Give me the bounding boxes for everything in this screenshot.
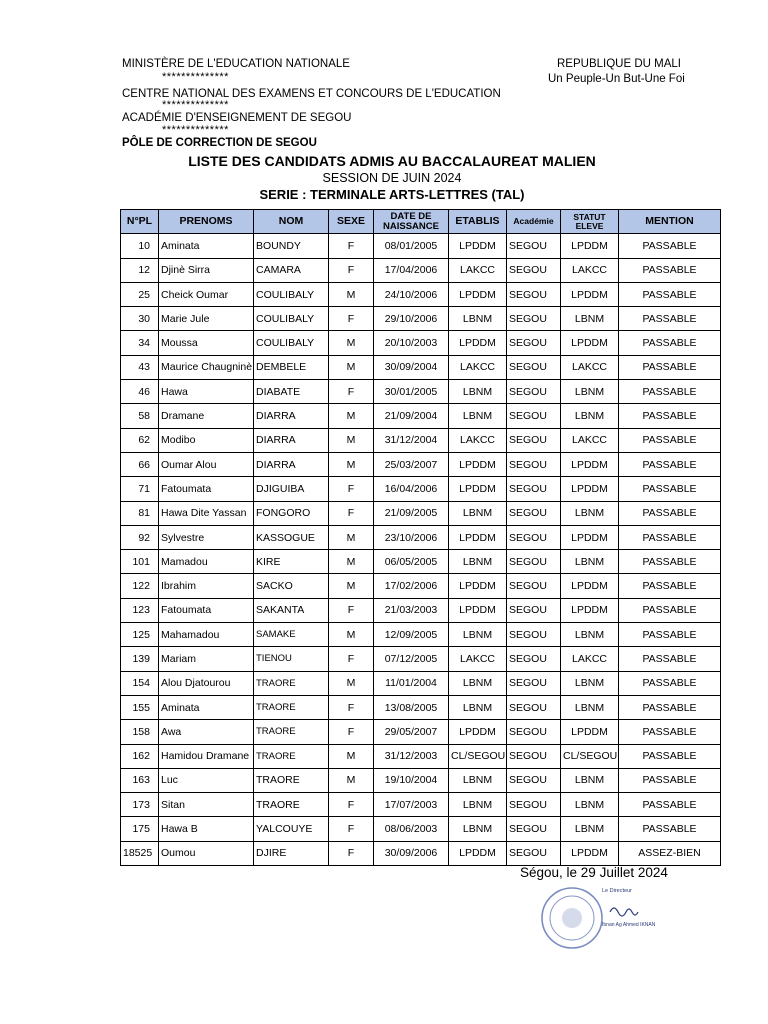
cell-academie: SEGOU	[507, 695, 561, 719]
cell-statut-eleve: LBNM	[561, 695, 619, 719]
table-row	[121, 817, 721, 841]
column-header-sexe: SEXE	[329, 210, 374, 234]
cell-etablis: LBNM	[449, 501, 507, 525]
cell-date-naissance: 21/03/2003	[374, 598, 449, 622]
cell-etablis: LAKCC	[449, 647, 507, 671]
cell-etablis: LBNM	[449, 623, 507, 647]
cell-date-naissance: 08/06/2003	[374, 817, 449, 841]
cell-statut-eleve: LBNM	[561, 501, 619, 525]
cell-statut-eleve: LAKCC	[561, 258, 619, 282]
cell-date-naissance: 25/03/2007	[374, 452, 449, 476]
cell-npl: 25	[121, 282, 159, 306]
cell-statut-eleve: LBNM	[561, 671, 619, 695]
table-header-row	[121, 210, 721, 234]
cell-nom: TRAORE	[254, 793, 329, 817]
cell-academie: SEGOU	[507, 623, 561, 647]
cell-academie: SEGOU	[507, 768, 561, 792]
cell-mention: PASSABLE	[619, 452, 721, 476]
cell-sexe: M	[329, 768, 374, 792]
cell-nom: COULIBALY	[254, 307, 329, 331]
cell-date-naissance: 31/12/2003	[374, 744, 449, 768]
cell-etablis: LPDDM	[449, 234, 507, 258]
cell-academie: SEGOU	[507, 428, 561, 452]
cell-prenoms: Aminata	[159, 234, 254, 258]
cell-etablis: LBNM	[449, 380, 507, 404]
cell-statut-eleve: LBNM	[561, 793, 619, 817]
cell-etablis: LBNM	[449, 768, 507, 792]
table-row	[121, 501, 721, 525]
cell-npl: 43	[121, 355, 159, 379]
cell-sexe: M	[329, 623, 374, 647]
cell-npl: 158	[121, 720, 159, 744]
column-header-npl: N°PL	[121, 210, 159, 234]
cell-mention: PASSABLE	[619, 598, 721, 622]
cell-sexe: F	[329, 647, 374, 671]
cell-prenoms: Fatoumata	[159, 598, 254, 622]
cell-statut-eleve: LBNM	[561, 623, 619, 647]
table-row	[121, 331, 721, 355]
table-row	[121, 258, 721, 282]
handwritten-signature	[610, 908, 638, 916]
cell-academie: SEGOU	[507, 258, 561, 282]
cell-nom: DIARRA	[254, 404, 329, 428]
cell-academie: SEGOU	[507, 501, 561, 525]
table-row	[121, 380, 721, 404]
cell-mention: PASSABLE	[619, 744, 721, 768]
cell-etablis: LPDDM	[449, 331, 507, 355]
cell-npl: 66	[121, 452, 159, 476]
cell-statut-eleve: LPDDM	[561, 598, 619, 622]
session-label: SESSION DE JUIN 2024	[322, 171, 462, 185]
cell-academie: SEGOU	[507, 380, 561, 404]
cell-sexe: F	[329, 307, 374, 331]
cell-date-naissance: 07/12/2005	[374, 647, 449, 671]
table-row	[121, 525, 721, 549]
table-row	[121, 307, 721, 331]
country-motto: Un Peuple-Un But-Une Foi	[548, 73, 685, 85]
cell-nom: KIRE	[254, 550, 329, 574]
cell-statut-eleve: LBNM	[561, 817, 619, 841]
table-body	[121, 234, 721, 866]
cell-statut-eleve: LBNM	[561, 550, 619, 574]
cell-academie: SEGOU	[507, 477, 561, 501]
cell-date-naissance: 31/12/2004	[374, 428, 449, 452]
cell-sexe: M	[329, 428, 374, 452]
cell-academie: SEGOU	[507, 793, 561, 817]
table-row	[121, 574, 721, 598]
table-row	[121, 452, 721, 476]
cell-prenoms: Ibrahim	[159, 574, 254, 598]
centre-name: CENTRE NATIONAL DES EXAMENS ET CONCOURS DE L'EDUCATION	[122, 88, 501, 100]
cell-date-naissance: 29/10/2006	[374, 307, 449, 331]
cell-mention: PASSABLE	[619, 282, 721, 306]
cell-etablis: LBNM	[449, 695, 507, 719]
cell-npl: 154	[121, 671, 159, 695]
column-header-prenoms: PRENOMS	[159, 210, 254, 234]
cell-date-naissance: 20/10/2003	[374, 331, 449, 355]
cell-sexe: F	[329, 598, 374, 622]
cell-npl: 34	[121, 331, 159, 355]
cell-npl: 173	[121, 793, 159, 817]
cell-academie: SEGOU	[507, 525, 561, 549]
cell-npl: 10	[121, 234, 159, 258]
cell-sexe: F	[329, 793, 374, 817]
column-header-etablis: ETABLIS	[449, 210, 507, 234]
cell-npl: 139	[121, 647, 159, 671]
cell-statut-eleve: LBNM	[561, 768, 619, 792]
cell-nom: SAKANTA	[254, 598, 329, 622]
cell-nom: SACKO	[254, 574, 329, 598]
cell-sexe: M	[329, 574, 374, 598]
academie-name: ACADÉMIE D'ENSEIGNEMENT DE SEGOU	[122, 112, 352, 124]
cell-prenoms: Maurice Chaugninè	[159, 355, 254, 379]
table-row	[121, 793, 721, 817]
table-row	[121, 282, 721, 306]
cell-prenoms: Hawa	[159, 380, 254, 404]
cell-academie: SEGOU	[507, 331, 561, 355]
cell-statut-eleve: LBNM	[561, 307, 619, 331]
cell-nom: CAMARA	[254, 258, 329, 282]
cell-nom: DJIRE	[254, 841, 329, 865]
cell-statut-eleve: CL/SEGOU	[561, 744, 619, 768]
cell-date-naissance: 17/07/2003	[374, 793, 449, 817]
cell-mention: PASSABLE	[619, 501, 721, 525]
cell-statut-eleve: LBNM	[561, 380, 619, 404]
cell-date-naissance: 13/08/2005	[374, 695, 449, 719]
cell-date-naissance: 30/01/2005	[374, 380, 449, 404]
cell-mention: PASSABLE	[619, 404, 721, 428]
cell-date-naissance: 24/10/2006	[374, 282, 449, 306]
cell-npl: 46	[121, 380, 159, 404]
cell-date-naissance: 30/09/2006	[374, 841, 449, 865]
cell-npl: 123	[121, 598, 159, 622]
cell-prenoms: Hawa Dite Yassan	[159, 501, 254, 525]
cell-sexe: F	[329, 695, 374, 719]
cell-npl: 92	[121, 525, 159, 549]
cell-mention: ASSEZ-BIEN	[619, 841, 721, 865]
cell-npl: 71	[121, 477, 159, 501]
cell-prenoms: Aminata	[159, 695, 254, 719]
cell-mention: PASSABLE	[619, 234, 721, 258]
cell-sexe: F	[329, 720, 374, 744]
cell-statut-eleve: LAKCC	[561, 428, 619, 452]
table-row	[121, 744, 721, 768]
cell-mention: PASSABLE	[619, 671, 721, 695]
table-row	[121, 647, 721, 671]
cell-sexe: M	[329, 282, 374, 306]
table-row	[121, 695, 721, 719]
cell-etablis: LPDDM	[449, 452, 507, 476]
cell-prenoms: Luc	[159, 768, 254, 792]
cell-statut-eleve: LPDDM	[561, 282, 619, 306]
cell-date-naissance: 19/10/2004	[374, 768, 449, 792]
cell-prenoms: Marie Jule	[159, 307, 254, 331]
cell-etablis: LAKCC	[449, 428, 507, 452]
table-row	[121, 671, 721, 695]
column-header-mention: MENTION	[619, 210, 721, 234]
cell-etablis: LBNM	[449, 671, 507, 695]
cell-etablis: LPDDM	[449, 598, 507, 622]
cell-prenoms: Djinè Sirra	[159, 258, 254, 282]
cell-academie: SEGOU	[507, 550, 561, 574]
cell-date-naissance: 17/04/2006	[374, 258, 449, 282]
cell-prenoms: Alou Djatourou	[159, 671, 254, 695]
cell-prenoms: Sylvestre	[159, 525, 254, 549]
cell-sexe: F	[329, 380, 374, 404]
cell-etablis: LBNM	[449, 307, 507, 331]
table-row	[121, 598, 721, 622]
ministry-name: MINISTÈRE DE L'EDUCATION NATIONALE	[122, 58, 350, 70]
cell-nom: COULIBALY	[254, 282, 329, 306]
cell-statut-eleve: LAKCC	[561, 647, 619, 671]
cell-etablis: LBNM	[449, 817, 507, 841]
cell-mention: PASSABLE	[619, 331, 721, 355]
cell-npl: 155	[121, 695, 159, 719]
cell-etablis: LBNM	[449, 550, 507, 574]
cell-statut-eleve: LPDDM	[561, 841, 619, 865]
cell-sexe: F	[329, 501, 374, 525]
cell-academie: SEGOU	[507, 744, 561, 768]
cell-nom: TRAORE	[254, 744, 329, 768]
cell-mention: PASSABLE	[619, 380, 721, 404]
cell-sexe: M	[329, 525, 374, 549]
pole-name: PÔLE DE CORRECTION DE SEGOU	[122, 137, 317, 149]
cell-mention: PASSABLE	[619, 307, 721, 331]
cell-npl: 175	[121, 817, 159, 841]
cell-academie: SEGOU	[507, 598, 561, 622]
cell-mention: PASSABLE	[619, 623, 721, 647]
cell-npl: 101	[121, 550, 159, 574]
cell-etablis: LBNM	[449, 793, 507, 817]
cell-sexe: F	[329, 258, 374, 282]
cell-statut-eleve: LPDDM	[561, 452, 619, 476]
cell-nom: BOUNDY	[254, 234, 329, 258]
cell-academie: SEGOU	[507, 817, 561, 841]
cell-date-naissance: 21/09/2004	[374, 404, 449, 428]
cell-prenoms: Cheick Oumar	[159, 282, 254, 306]
cell-nom: SAMAKE	[254, 623, 329, 647]
cell-nom: TRAORE	[254, 720, 329, 744]
separator-stars: **************	[162, 124, 229, 136]
cell-etablis: LAKCC	[449, 355, 507, 379]
cell-sexe: F	[329, 817, 374, 841]
cell-prenoms: Awa	[159, 720, 254, 744]
stamp-director-name: Ibnan Ag Ahmed IKNAN	[602, 922, 656, 928]
table-row	[121, 428, 721, 452]
cell-prenoms: Mahamadou	[159, 623, 254, 647]
cell-sexe: F	[329, 234, 374, 258]
signature-date: Ségou, le 29 Juillet 2024	[520, 865, 668, 880]
column-header-nom: NOM	[254, 210, 329, 234]
stamp-title: Le Directeur	[602, 888, 632, 894]
cell-mention: PASSABLE	[619, 477, 721, 501]
table-row	[121, 355, 721, 379]
cell-npl: 162	[121, 744, 159, 768]
cell-academie: SEGOU	[507, 404, 561, 428]
cell-statut-eleve: LBNM	[561, 404, 619, 428]
cell-academie: SEGOU	[507, 282, 561, 306]
cell-nom: DIABATE	[254, 380, 329, 404]
cell-prenoms: Hawa B	[159, 817, 254, 841]
table-row	[121, 623, 721, 647]
cell-mention: PASSABLE	[619, 550, 721, 574]
cell-sexe: M	[329, 550, 374, 574]
cell-sexe: M	[329, 331, 374, 355]
serie-label: SERIE : TERMINALE ARTS-LETTRES (TAL)	[259, 187, 525, 202]
cell-nom: TRAORE	[254, 695, 329, 719]
cell-date-naissance: 29/05/2007	[374, 720, 449, 744]
cell-date-naissance: 17/02/2006	[374, 574, 449, 598]
cell-nom: TRAORE	[254, 671, 329, 695]
cell-etablis: CL/SEGOU	[449, 744, 507, 768]
cell-etablis: LPDDM	[449, 477, 507, 501]
cell-npl: 122	[121, 574, 159, 598]
cell-npl: 58	[121, 404, 159, 428]
separator-stars: **************	[162, 99, 229, 111]
cell-npl: 125	[121, 623, 159, 647]
cell-npl: 18525	[121, 841, 159, 865]
table-row	[121, 550, 721, 574]
document-title: LISTE DES CANDIDATS ADMIS AU BACCALAUREAT MALIEN	[188, 153, 596, 169]
cell-npl: 62	[121, 428, 159, 452]
table-row	[121, 768, 721, 792]
cell-date-naissance: 16/04/2006	[374, 477, 449, 501]
cell-etablis: LBNM	[449, 404, 507, 428]
cell-prenoms: Moussa	[159, 331, 254, 355]
cell-mention: PASSABLE	[619, 355, 721, 379]
cell-sexe: M	[329, 671, 374, 695]
cell-sexe: M	[329, 404, 374, 428]
cell-nom: TIENOU	[254, 647, 329, 671]
cell-prenoms: Mariam	[159, 647, 254, 671]
cell-academie: SEGOU	[507, 720, 561, 744]
cell-date-naissance: 30/09/2004	[374, 355, 449, 379]
cell-academie: SEGOU	[507, 647, 561, 671]
cell-academie: SEGOU	[507, 841, 561, 865]
cell-mention: PASSABLE	[619, 768, 721, 792]
cell-etablis: LPDDM	[449, 720, 507, 744]
cell-sexe: M	[329, 452, 374, 476]
official-stamp-icon	[540, 882, 680, 952]
cell-mention: PASSABLE	[619, 793, 721, 817]
cell-academie: SEGOU	[507, 452, 561, 476]
table-row	[121, 234, 721, 258]
cell-statut-eleve: LPDDM	[561, 720, 619, 744]
country-name: REPUBLIQUE DU MALI	[557, 58, 681, 70]
cell-sexe: M	[329, 744, 374, 768]
table-row	[121, 477, 721, 501]
cell-date-naissance: 12/09/2005	[374, 623, 449, 647]
cell-prenoms: Oumou	[159, 841, 254, 865]
separator-stars: **************	[162, 71, 229, 83]
cell-date-naissance: 23/10/2006	[374, 525, 449, 549]
cell-prenoms: Mamadou	[159, 550, 254, 574]
cell-nom: FONGORO	[254, 501, 329, 525]
cell-date-naissance: 11/01/2004	[374, 671, 449, 695]
cell-mention: PASSABLE	[619, 817, 721, 841]
cell-nom: COULIBALY	[254, 331, 329, 355]
cell-sexe: F	[329, 477, 374, 501]
column-header-statut-eleve: STATUT ELEVE	[561, 210, 619, 234]
cell-date-naissance: 21/09/2005	[374, 501, 449, 525]
cell-etablis: LAKCC	[449, 258, 507, 282]
table-row	[121, 720, 721, 744]
cell-statut-eleve: LPDDM	[561, 234, 619, 258]
cell-nom: DJIGUIBA	[254, 477, 329, 501]
table-row	[121, 841, 721, 865]
cell-mention: PASSABLE	[619, 428, 721, 452]
cell-mention: PASSABLE	[619, 258, 721, 282]
cell-nom: DIARRA	[254, 452, 329, 476]
cell-academie: SEGOU	[507, 234, 561, 258]
cell-academie: SEGOU	[507, 671, 561, 695]
cell-prenoms: Dramane	[159, 404, 254, 428]
cell-etablis: LPDDM	[449, 574, 507, 598]
cell-academie: SEGOU	[507, 574, 561, 598]
cell-sexe: M	[329, 355, 374, 379]
cell-npl: 163	[121, 768, 159, 792]
cell-prenoms: Sitan	[159, 793, 254, 817]
cell-npl: 30	[121, 307, 159, 331]
cell-etablis: LPDDM	[449, 841, 507, 865]
cell-mention: PASSABLE	[619, 574, 721, 598]
column-header-date-naissance: DATE DE NAISSANCE	[374, 210, 449, 234]
table-row	[121, 404, 721, 428]
cell-sexe: F	[329, 841, 374, 865]
cell-statut-eleve: LAKCC	[561, 355, 619, 379]
column-header-academie: Académie	[507, 210, 561, 234]
cell-mention: PASSABLE	[619, 720, 721, 744]
cell-date-naissance: 08/01/2005	[374, 234, 449, 258]
cell-npl: 81	[121, 501, 159, 525]
cell-mention: PASSABLE	[619, 525, 721, 549]
cell-nom: DEMBELE	[254, 355, 329, 379]
cell-statut-eleve: LPDDM	[561, 525, 619, 549]
cell-prenoms: Oumar Alou	[159, 452, 254, 476]
cell-nom: DIARRA	[254, 428, 329, 452]
cell-mention: PASSABLE	[619, 647, 721, 671]
cell-prenoms: Fatoumata	[159, 477, 254, 501]
cell-nom: TRAORE	[254, 768, 329, 792]
cell-statut-eleve: LPDDM	[561, 331, 619, 355]
cell-date-naissance: 06/05/2005	[374, 550, 449, 574]
cell-academie: SEGOU	[507, 307, 561, 331]
cell-npl: 12	[121, 258, 159, 282]
cell-statut-eleve: LPDDM	[561, 574, 619, 598]
cell-etablis: LPDDM	[449, 525, 507, 549]
cell-nom: KASSOGUE	[254, 525, 329, 549]
admitted-candidates-table	[120, 209, 721, 866]
cell-etablis: LPDDM	[449, 282, 507, 306]
cell-mention: PASSABLE	[619, 695, 721, 719]
cell-prenoms: Hamidou Dramane	[159, 744, 254, 768]
cell-nom: YALCOUYE	[254, 817, 329, 841]
cell-prenoms: Modibo	[159, 428, 254, 452]
cell-statut-eleve: LPDDM	[561, 477, 619, 501]
cell-academie: SEGOU	[507, 355, 561, 379]
